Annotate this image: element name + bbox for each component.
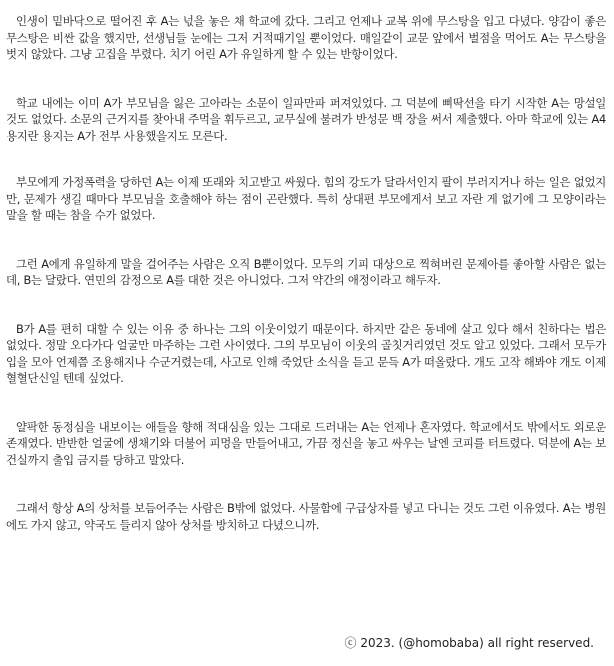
paragraph-6: 얄팍한 동정심을 내보이는 애들을 향해 적대심을 있는 그대로 드러내는 A는 언제나 혼자였다. 학교에서도 밖에서도 외로운 존재였다. 반반한 얼굴에 생채기와 더불어 피멍을 만들어내고, 가끔 정신을 놓고 싸우는 날엔 코피를 터트렸다. 덕분에 A는 보건실까지 출입 금지를 당하고 말았다. bbox=[6, 419, 606, 467]
copyright-notice: ⓒ 2023. (@homobaba) all right reserved. bbox=[344, 636, 594, 650]
story-body bbox=[6, 13, 606, 533]
paragraph-4: 그런 A에게 유일하게 말을 걸어주는 사람은 오직 B뿐이었다. 모두의 기피 대상으로 찍혀버린 문제아를 좋아할 사람은 없는데, B는 달랐다. 연민의 감정으로 A를 대한 것은 아니었다. 그저 약간의 애정이라고 해두자. bbox=[6, 256, 606, 287]
paragraph-1: 인생이 밑바닥으로 떨어진 후 A는 넋을 놓은 채 학교에 갔다. 그리고 언제나 교복 위에 무스탕을 입고 다녔다. 양감이 좋은 무스탕은 비싼 값을 했지만, 선생님들 눈에는 그저 거적때기일 뿐이었다. 매일같이 교문 앞에서 벌점을 먹어도 A는 무스탕을 벗지 않았다. 그냥 고집을 부렸다. 치기 어린 A가 유일하게 할 수 있는 반항이었다. bbox=[6, 14, 606, 61]
paragraph-5: B가 A를 편히 대할 수 있는 이유 중 하나는 그의 이웃이었기 때문이다. 하지만 같은 동네에 살고 있다 해서 친하다는 법은 없었다. 정말 오다가다 얼굴만 마주하는 그런 사이였다. 그의 부모님이 이웃의 골칫거리였던 것도 알고 있었다. 그래서 모두가 입을 모아 언제쯤 조용해지나 수군거렸는데, 사고로 인해 죽었단 소식을 듣고 문득 A가 떠올랐다. 개도 고작 해봐야 개도 이제 혈혈단신일 텐데 싶었다. bbox=[6, 321, 606, 385]
paragraph-7: 그래서 항상 A의 상처를 보듬어주는 사람은 B밖에 없었다. 사물함에 구급상자를 넣고 다니는 것도 그런 이유였다. A는 병원에도 가지 않고, 약국도 들리지 않아 상처를 방치하고 다녔으니까. bbox=[6, 501, 606, 532]
paragraph-2: 학교 내에는 이미 A가 부모님을 잃은 고아라는 소문이 일파만파 퍼져있었다. 그 덕분에 삐딱선을 타기 시작한 A는 망설일 것도 없었다. 소문의 근거지를 찾아내 주먹을 휘두르고, 교무실에 불려가 반성문 백 장을 써서 제출했다. 아마 학교에 있는 A4용지란 용지는 A가 전부 사용했을지도 모른다. bbox=[6, 95, 606, 143]
paragraph-3: 부모에게 가정폭력을 당하던 A는 이제 또래와 치고받고 싸웠다. 힘의 강도가 달라서인지 팔이 부러지거나 하는 일은 없었지만, 문제가 생길 때마다 부모님을 호출해야 하는 점이 곤란했다. 특히 상대편 부모에게서 보고 자란 게 없기에 그 모양이라는 말을 할 때는 참을 수가 없었다. bbox=[6, 175, 606, 222]
